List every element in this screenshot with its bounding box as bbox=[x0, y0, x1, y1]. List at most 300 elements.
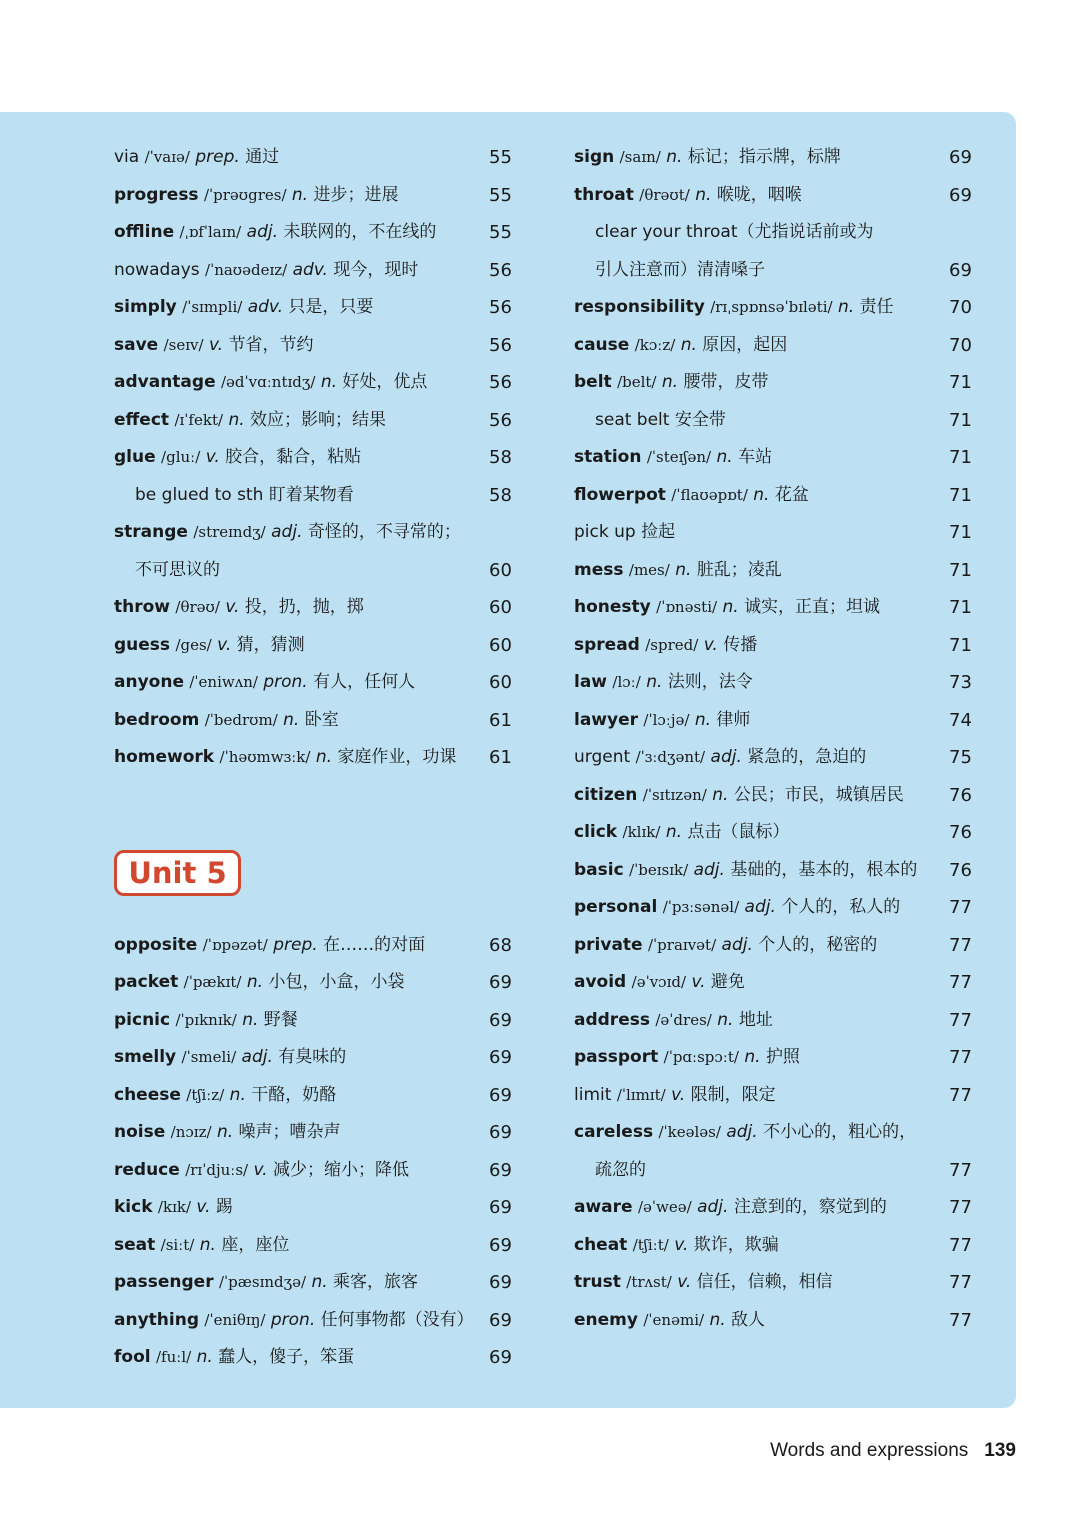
definition: 未联网的，不在线的 bbox=[283, 222, 437, 242]
headword: glue bbox=[114, 447, 156, 467]
part-of-speech: n. bbox=[744, 1047, 761, 1067]
entry-text bbox=[114, 514, 514, 552]
vocab-entry bbox=[574, 552, 974, 590]
definition: 小包，小盒，小袋 bbox=[268, 972, 405, 992]
part-of-speech: n. bbox=[196, 1347, 213, 1367]
pronunciation: /ˈɜːdʒənt/ bbox=[635, 748, 706, 766]
part-of-speech: v. bbox=[253, 1159, 268, 1180]
headword: packet bbox=[114, 972, 179, 992]
part-of-speech: pron. bbox=[263, 672, 308, 692]
entry-text bbox=[114, 589, 514, 627]
vocab-entry bbox=[114, 439, 514, 477]
part-of-speech: n. bbox=[199, 1234, 216, 1255]
entry-text bbox=[114, 364, 514, 402]
page-reference: 71 bbox=[949, 372, 972, 393]
part-of-speech: n. bbox=[311, 1272, 328, 1292]
vocab-entry bbox=[574, 139, 974, 177]
phrase-text: be glued to sth 盯着某物看 bbox=[135, 484, 354, 505]
definition: 家庭作业，功课 bbox=[337, 747, 457, 767]
headword: anything bbox=[114, 1309, 199, 1330]
vocab-entry bbox=[114, 514, 514, 552]
entry-text bbox=[574, 664, 974, 702]
entry-text bbox=[114, 214, 514, 252]
vocab-entry bbox=[574, 364, 974, 402]
page-reference: 73 bbox=[949, 672, 972, 693]
entry-text bbox=[574, 289, 974, 327]
pronunciation: /ˈlɪmɪt/ bbox=[616, 1085, 666, 1104]
phrase-entry bbox=[574, 252, 974, 290]
entry-text bbox=[574, 1302, 974, 1340]
entry-text bbox=[114, 1002, 514, 1040]
pronunciation: /klɪk/ bbox=[622, 823, 661, 841]
vocab-entry bbox=[114, 627, 514, 665]
vocab-entry bbox=[114, 1302, 514, 1340]
headword: save bbox=[114, 334, 159, 355]
page-reference: 60 bbox=[489, 559, 512, 581]
entry-text bbox=[114, 702, 514, 740]
headword: lawyer bbox=[574, 709, 638, 730]
pronunciation: /streɪndʒ/ bbox=[193, 523, 266, 541]
vocab-entry bbox=[574, 964, 974, 1002]
part-of-speech: n. bbox=[646, 672, 663, 692]
page-reference: 77 bbox=[949, 1272, 972, 1293]
pronunciation: /ˈbeɪsɪk/ bbox=[629, 860, 689, 879]
definition: 个人的，私人的 bbox=[781, 897, 901, 917]
page-reference: 56 bbox=[489, 372, 512, 393]
page-reference: 77 bbox=[949, 972, 972, 993]
definition: 传播 bbox=[723, 634, 758, 655]
page-reference: 76 bbox=[949, 784, 972, 806]
page-reference: 55 bbox=[489, 222, 512, 243]
entry-text bbox=[574, 1264, 974, 1302]
headword: law bbox=[574, 672, 608, 692]
vocab-entry bbox=[114, 214, 514, 252]
pronunciation: /ˈpɜːsənəl/ bbox=[662, 898, 740, 916]
pronunciation: /rɪˌspɒnsəˈbɪləti/ bbox=[710, 298, 833, 316]
headword: honesty bbox=[574, 597, 651, 617]
vocab-entry bbox=[114, 1114, 514, 1152]
definition: 紧急的，急迫的 bbox=[747, 747, 867, 767]
vocab-entry bbox=[574, 702, 974, 740]
page-reference: 61 bbox=[489, 747, 512, 768]
headword: avoid bbox=[574, 972, 627, 992]
phrase-entry bbox=[574, 514, 974, 552]
entry-text bbox=[574, 589, 974, 627]
entry-text bbox=[114, 289, 514, 327]
entry-text bbox=[114, 252, 514, 290]
pronunciation: /kɪk/ bbox=[157, 1198, 192, 1216]
definition: 现今，现时 bbox=[333, 259, 419, 280]
entry-text bbox=[114, 1264, 514, 1302]
phrase-entry bbox=[114, 477, 514, 515]
vocab-entry bbox=[114, 589, 514, 627]
entry-text bbox=[574, 402, 974, 440]
page-reference: 69 bbox=[949, 147, 972, 168]
page-reference: 69 bbox=[489, 1272, 512, 1293]
part-of-speech: n. bbox=[837, 297, 855, 317]
phrase-entry bbox=[574, 214, 974, 252]
page-reference: 56 bbox=[489, 409, 512, 431]
part-of-speech: n. bbox=[753, 484, 770, 505]
phrase-entry bbox=[574, 402, 974, 440]
headword: responsibility bbox=[574, 297, 705, 317]
headword: basic bbox=[574, 859, 624, 880]
definition: 在……的对面 bbox=[323, 934, 426, 955]
page-reference: 77 bbox=[949, 1309, 972, 1331]
vocab-entry bbox=[574, 477, 974, 515]
definition: 诚实，正直；坦诚 bbox=[744, 597, 881, 617]
part-of-speech: n. bbox=[675, 559, 692, 580]
headword: mess bbox=[574, 559, 624, 580]
headword: click bbox=[574, 822, 618, 842]
definition: 公民；市民，城镇居民 bbox=[733, 784, 904, 805]
page-reference: 69 bbox=[489, 1122, 512, 1143]
pronunciation: /ˈpækɪt/ bbox=[183, 973, 242, 991]
entry-text bbox=[114, 552, 514, 590]
vocab-entry bbox=[574, 664, 974, 702]
headword: trust bbox=[574, 1272, 621, 1292]
definition: 法则，法令 bbox=[667, 672, 753, 692]
page-reference: 56 bbox=[489, 334, 512, 356]
unit-heading: Unit 5 bbox=[114, 850, 241, 896]
part-of-speech: n. bbox=[666, 147, 683, 167]
definition: 花盆 bbox=[774, 484, 809, 505]
entry-text bbox=[574, 439, 974, 477]
entry-text bbox=[114, 1227, 514, 1265]
entry-text bbox=[114, 1077, 514, 1115]
entry-text bbox=[114, 327, 514, 365]
definition: 护照 bbox=[765, 1047, 800, 1067]
pronunciation: /fuːl/ bbox=[156, 1348, 192, 1366]
definition: 不小心的，粗心的， bbox=[763, 1122, 917, 1142]
pronunciation: /siːt/ bbox=[160, 1235, 195, 1254]
headword: throw bbox=[114, 597, 170, 617]
pronunciation: /ˈeniθɪŋ/ bbox=[204, 1310, 266, 1329]
vocab-entry bbox=[574, 739, 974, 777]
page-reference: 75 bbox=[949, 747, 972, 768]
part-of-speech: n. bbox=[229, 1084, 246, 1105]
entry-text bbox=[574, 1002, 974, 1040]
page-reference: 77 bbox=[949, 1159, 972, 1181]
headword: progress bbox=[114, 184, 199, 205]
headword: kick bbox=[114, 1197, 153, 1217]
vocab-entry bbox=[574, 1227, 974, 1265]
headword: cause bbox=[574, 334, 630, 355]
part-of-speech: n. bbox=[661, 372, 679, 392]
page-reference: 69 bbox=[489, 1309, 512, 1331]
headword: belt bbox=[574, 372, 612, 392]
definition: 原因，起因 bbox=[702, 334, 788, 355]
entry-text bbox=[114, 177, 514, 215]
definition: 地址 bbox=[738, 1009, 773, 1030]
headword: bedroom bbox=[114, 709, 200, 730]
entry-text bbox=[114, 1152, 514, 1190]
page-reference: 60 bbox=[489, 597, 512, 618]
phrase-text: 疏忽的 bbox=[595, 1159, 646, 1180]
definition: 蠢人，傻子，笨蛋 bbox=[218, 1347, 355, 1367]
vocab-entry bbox=[574, 589, 974, 627]
entry-text bbox=[574, 1039, 974, 1077]
definition: 干酪，奶酪 bbox=[251, 1084, 337, 1105]
pronunciation: /ˌɒfˈlaɪn/ bbox=[179, 223, 242, 241]
part-of-speech: n. bbox=[717, 1009, 734, 1030]
definition: 敌人 bbox=[731, 1309, 766, 1330]
definition: 车站 bbox=[738, 447, 773, 467]
pronunciation: /əˈvɔɪd/ bbox=[631, 973, 687, 991]
page-reference: 69 bbox=[489, 972, 512, 993]
vocab-entry bbox=[114, 1077, 514, 1115]
vocab-entry bbox=[574, 627, 974, 665]
page-reference: 69 bbox=[949, 184, 972, 206]
entry-text bbox=[574, 477, 974, 515]
entry-text bbox=[574, 214, 974, 252]
definition: 有人，任何人 bbox=[313, 672, 416, 692]
definition: 避免 bbox=[710, 972, 745, 992]
pronunciation: /kɔːz/ bbox=[634, 335, 676, 354]
entry-text bbox=[574, 739, 974, 777]
page-reference: 56 bbox=[489, 259, 512, 281]
definition: 噪声；嘈杂声 bbox=[238, 1122, 341, 1142]
definition: 脏乱；凌乱 bbox=[696, 559, 782, 580]
headword: cheese bbox=[114, 1084, 181, 1105]
page-reference: 69 bbox=[489, 1047, 512, 1068]
vocab-entry bbox=[114, 927, 514, 965]
pronunciation: /ˈpɪknɪk/ bbox=[175, 1010, 237, 1029]
pronunciation: /ˈvaɪə/ bbox=[144, 148, 190, 166]
part-of-speech: n. bbox=[716, 447, 733, 467]
entry-text bbox=[574, 1189, 974, 1227]
headword: effect bbox=[114, 409, 170, 430]
headword: enemy bbox=[574, 1309, 638, 1330]
page-reference: 77 bbox=[949, 1084, 972, 1106]
part-of-speech: n. bbox=[722, 597, 739, 617]
definition: 通过 bbox=[245, 147, 280, 167]
entry-text bbox=[114, 739, 514, 777]
entry-text bbox=[574, 1114, 974, 1152]
page-reference: 58 bbox=[489, 484, 512, 506]
headword: smelly bbox=[114, 1047, 177, 1067]
entry-text bbox=[114, 477, 514, 515]
page-reference: 68 bbox=[489, 934, 512, 956]
entry-text bbox=[574, 364, 974, 402]
definition: 有臭味的 bbox=[278, 1047, 347, 1067]
pronunciation: /ˈhəʊmwɜːk/ bbox=[219, 748, 311, 766]
page-reference: 71 bbox=[949, 447, 972, 468]
vocab-entry bbox=[574, 889, 974, 927]
phrase-entry bbox=[574, 1152, 974, 1190]
page-reference: 76 bbox=[949, 859, 972, 881]
part-of-speech: n. bbox=[315, 747, 333, 767]
headword: flowerpot bbox=[574, 484, 666, 505]
headword: picnic bbox=[114, 1009, 171, 1030]
pronunciation: /ˈbedrʊm/ bbox=[204, 710, 278, 729]
part-of-speech: n. bbox=[694, 709, 712, 730]
phrase-text: pick up 捡起 bbox=[574, 522, 676, 542]
part-of-speech: n. bbox=[320, 372, 337, 392]
definition: 踢 bbox=[215, 1197, 233, 1217]
vocab-entry bbox=[114, 702, 514, 740]
headword: via bbox=[114, 147, 140, 167]
vocab-entry bbox=[114, 664, 514, 702]
pronunciation: /rɪˈdjuːs/ bbox=[185, 1160, 249, 1179]
entry-text bbox=[114, 627, 514, 665]
pronunciation: /θrəʊt/ bbox=[639, 185, 690, 204]
vocab-entry bbox=[574, 327, 974, 365]
page-reference: 58 bbox=[489, 447, 512, 468]
page-reference: 77 bbox=[949, 1234, 972, 1256]
vocab-entry bbox=[114, 402, 514, 440]
part-of-speech: n. bbox=[216, 1122, 234, 1142]
part-of-speech: v. bbox=[205, 447, 220, 467]
pronunciation: /spred/ bbox=[645, 635, 699, 654]
page-reference: 55 bbox=[489, 184, 512, 206]
part-of-speech: v. bbox=[671, 1084, 686, 1105]
headword: cheat bbox=[574, 1234, 628, 1255]
entry-text bbox=[574, 702, 974, 740]
definition: 腰带，皮带 bbox=[683, 372, 769, 392]
part-of-speech: n. bbox=[665, 822, 683, 842]
pronunciation: /əˈweə/ bbox=[637, 1198, 692, 1216]
page-reference: 61 bbox=[489, 709, 512, 731]
entry-text bbox=[574, 927, 974, 965]
part-of-speech: adj. bbox=[693, 859, 725, 880]
definition: 只是，只要 bbox=[288, 297, 374, 317]
entry-list bbox=[574, 139, 974, 1339]
entry-text bbox=[574, 514, 974, 552]
left-column bbox=[114, 139, 514, 1377]
page-reference: 71 bbox=[949, 484, 972, 506]
part-of-speech: v. bbox=[196, 1197, 211, 1217]
page-reference: 69 bbox=[489, 1197, 512, 1218]
page-reference: 69 bbox=[489, 1159, 512, 1181]
vocab-entry bbox=[114, 364, 514, 402]
definition: 限制，限定 bbox=[690, 1084, 776, 1105]
part-of-speech: adj. bbox=[246, 222, 278, 242]
pronunciation: /ˈsɪtɪzən/ bbox=[642, 785, 707, 804]
part-of-speech: v. bbox=[674, 1234, 689, 1255]
headword: passenger bbox=[114, 1272, 214, 1292]
part-of-speech: adj. bbox=[697, 1197, 729, 1217]
vocab-entry bbox=[114, 252, 514, 290]
page-reference: 69 bbox=[489, 1234, 512, 1256]
phrase-text: seat belt 安全带 bbox=[595, 409, 726, 430]
vocab-entry bbox=[574, 777, 974, 815]
headword: aware bbox=[574, 1197, 633, 1217]
phrase-text: 引人注意而）清清嗓子 bbox=[595, 259, 765, 280]
entry-list bbox=[114, 927, 514, 1377]
pronunciation: /ˈsmeli/ bbox=[181, 1048, 237, 1066]
part-of-speech: adj. bbox=[721, 934, 753, 955]
entry-text bbox=[574, 889, 974, 927]
page-reference: 70 bbox=[949, 334, 972, 356]
vocab-entry bbox=[114, 1152, 514, 1190]
entry-text bbox=[574, 252, 974, 290]
vocab-entry bbox=[574, 289, 974, 327]
pronunciation: /ˈpæsɪndʒə/ bbox=[219, 1273, 307, 1291]
part-of-speech: adj. bbox=[271, 522, 303, 542]
pronunciation: /ˈeniwʌn/ bbox=[189, 673, 258, 691]
pronunciation: /saɪn/ bbox=[619, 148, 661, 166]
pronunciation: /belt/ bbox=[617, 373, 657, 391]
pronunciation: /ədˈvɑːntɪdʒ/ bbox=[221, 373, 316, 391]
vocab-entry bbox=[574, 814, 974, 852]
entry-text bbox=[114, 664, 514, 702]
definition: 节省，节约 bbox=[228, 334, 314, 355]
phrase-text: clear your throat（尤指说话前或为 bbox=[595, 222, 874, 242]
headword: sign bbox=[574, 147, 615, 167]
pronunciation: /ˈɒnəsti/ bbox=[656, 598, 718, 616]
part-of-speech: n. bbox=[242, 1009, 259, 1030]
page-number: 139 bbox=[984, 1440, 1016, 1461]
headword: guess bbox=[114, 634, 171, 655]
entry-text bbox=[574, 327, 974, 365]
definition: 进步；进展 bbox=[313, 184, 399, 205]
page-reference: 77 bbox=[949, 934, 972, 956]
headword: noise bbox=[114, 1122, 166, 1142]
part-of-speech: adv. bbox=[292, 259, 328, 280]
entry-text bbox=[114, 964, 514, 1002]
definition: 奇怪的，不寻常的； bbox=[307, 522, 461, 542]
vocab-entry bbox=[574, 1039, 974, 1077]
page-reference: 69 bbox=[489, 1347, 512, 1368]
vocab-entry bbox=[574, 852, 974, 890]
entry-text bbox=[114, 927, 514, 965]
headword: simply bbox=[114, 297, 177, 317]
page-reference: 69 bbox=[489, 1084, 512, 1106]
definition: 投，扔，抛，掷 bbox=[244, 597, 364, 617]
vocab-entry bbox=[114, 1264, 514, 1302]
part-of-speech: n. bbox=[695, 184, 712, 205]
pronunciation: /mes/ bbox=[628, 560, 670, 579]
definition: 好处，优点 bbox=[342, 372, 428, 392]
entry-text bbox=[114, 1039, 514, 1077]
entry-text bbox=[574, 1077, 974, 1115]
vocab-entry bbox=[114, 1189, 514, 1227]
page-reference: 74 bbox=[949, 709, 972, 731]
right-column bbox=[574, 139, 974, 1339]
definition: 座，座位 bbox=[221, 1234, 290, 1255]
part-of-speech: v. bbox=[677, 1272, 692, 1292]
vocab-entry bbox=[574, 1002, 974, 1040]
pronunciation: /gluː/ bbox=[161, 448, 201, 466]
entry-text bbox=[114, 439, 514, 477]
pronunciation: /ˈflaʊəpɒt/ bbox=[671, 485, 748, 504]
vocab-entry bbox=[574, 1077, 974, 1115]
part-of-speech: n. bbox=[712, 784, 729, 805]
vocab-entry bbox=[574, 1264, 974, 1302]
definition: 乘客，旅客 bbox=[333, 1272, 419, 1292]
entry-text bbox=[114, 139, 514, 177]
headword: seat bbox=[114, 1234, 156, 1255]
part-of-speech: adj. bbox=[744, 897, 776, 917]
vocab-entry bbox=[574, 927, 974, 965]
vocab-entry bbox=[114, 327, 514, 365]
headword: nowadays bbox=[114, 259, 200, 280]
page-reference: 77 bbox=[949, 1197, 972, 1218]
headword: limit bbox=[574, 1084, 612, 1105]
part-of-speech: adj. bbox=[726, 1122, 758, 1142]
page-reference: 69 bbox=[949, 259, 972, 281]
part-of-speech: prep. bbox=[195, 147, 240, 167]
pronunciation: /ˈlɔːjə/ bbox=[643, 710, 690, 729]
part-of-speech: n. bbox=[709, 1309, 726, 1330]
phrase-text: 不可思议的 bbox=[135, 559, 220, 580]
vocab-entry bbox=[114, 177, 514, 215]
page-reference: 71 bbox=[949, 597, 972, 618]
entry-text bbox=[114, 1189, 514, 1227]
footer-section-title: Words and expressions bbox=[770, 1440, 969, 1461]
definition: 责任 bbox=[859, 297, 894, 317]
